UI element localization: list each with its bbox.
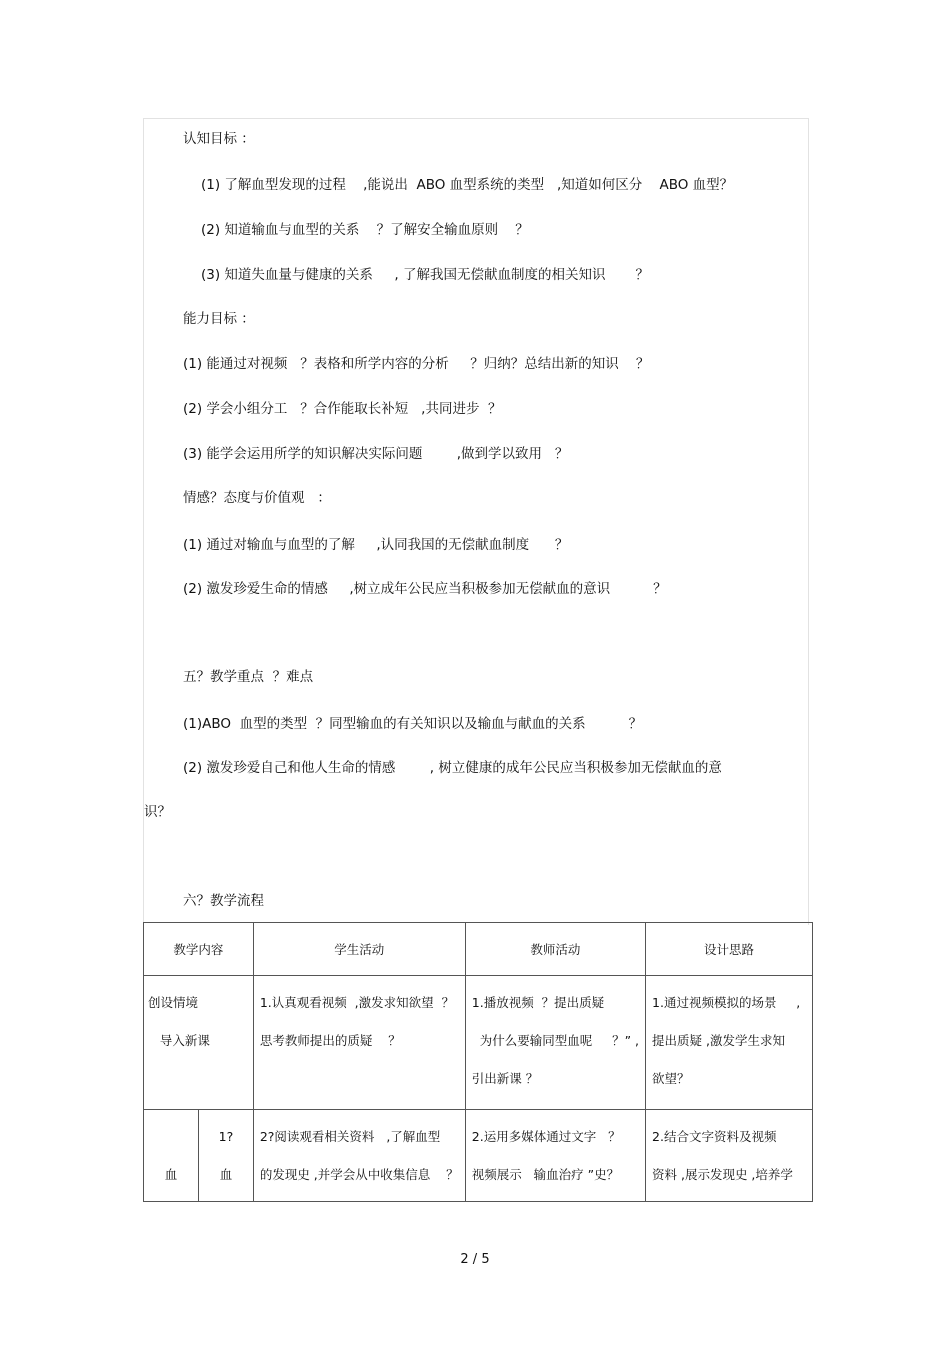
header-teacher-activity: 教师活动 bbox=[465, 923, 645, 976]
text-line: (3) 能学会运用所学的知识解决实际问题 ,做到学以致用 ？ bbox=[183, 446, 569, 462]
cell-teacher bbox=[465, 976, 645, 1110]
table-header-row bbox=[144, 923, 813, 976]
cell-line: 2.运用多媒体通过文字 ？ bbox=[471, 1129, 621, 1144]
cell-line: 视频展示 输血治疗 ”史？ bbox=[471, 1167, 620, 1182]
text-line: (2) 知道输血与血型的关系 ？了解安全输血原则 ？ bbox=[201, 222, 529, 238]
cell-line: 1.认真观看视频 ,激发求知欲望 ？ bbox=[259, 995, 455, 1010]
cell-line: 创设情境 bbox=[148, 995, 199, 1010]
text-line: (1) 了解血型发现的过程 ,能说出 ABO 血型系统的类型 ,知道如何区分 ABO 血型？ bbox=[201, 177, 734, 193]
cell-line: 引出新课 ？ bbox=[471, 1071, 539, 1086]
cell-line: 资料 ,展示发现史 ,培养学 bbox=[652, 1167, 793, 1182]
cell-content bbox=[144, 976, 254, 1110]
ability-goals-heading: 能力目标 ： bbox=[183, 311, 255, 327]
emotion-goals-heading: 情感？态度与价值观 ： bbox=[183, 490, 331, 506]
cell-subtopic bbox=[199, 1110, 254, 1202]
table-row bbox=[144, 1110, 813, 1202]
section-heading-key-points: 五？教学重点 ？难点 bbox=[183, 669, 314, 685]
header-content: 教学内容 bbox=[144, 923, 254, 976]
table-row bbox=[144, 976, 813, 1110]
header-design: 设计思路 bbox=[646, 923, 813, 976]
text-line: 识？ bbox=[144, 804, 171, 820]
cell-line: 思考教师提出的质疑 ？ bbox=[259, 1033, 401, 1048]
text-line: (3) 知道失血量与健康的关系 , 了解我国无偿献血制度的相关知识 ？ bbox=[201, 267, 649, 283]
cell-design bbox=[646, 976, 813, 1110]
cell-line: 血 bbox=[219, 1167, 233, 1182]
cell-line: 血 bbox=[164, 1167, 178, 1182]
text-line: (2) 激发珍爱自己和他人生命的情感 , 树立健康的成年公民应当积极参加无偿献血的意 bbox=[183, 760, 722, 776]
cell-line: 欲望？ bbox=[652, 1071, 690, 1086]
text-line: (2) 激发珍爱生命的情感 ,树立成年公民应当积极参加无偿献血的意识 ？ bbox=[183, 581, 667, 597]
cell-line: 导入新课 bbox=[148, 1033, 210, 1048]
cell-line: 1? bbox=[218, 1129, 234, 1144]
cell-line bbox=[150, 1118, 192, 1156]
cell-design bbox=[646, 1110, 813, 1202]
cell-topic bbox=[144, 1110, 199, 1202]
cell-line: 的发现史 ,并学会从中收集信息 ？ bbox=[259, 1167, 459, 1182]
cell-student bbox=[253, 1110, 465, 1202]
text-line: (1) 能通过对视频 ？表格和所学内容的分析 ？归纳？总结出新的知识 ？ bbox=[183, 356, 650, 372]
cell-line: 1.通过视频模拟的场景 , bbox=[652, 995, 801, 1010]
cell-line: 1.播放视频 ？提出质疑 bbox=[471, 995, 605, 1010]
section-heading-teaching-flow: 六？教学流程 bbox=[183, 893, 264, 909]
header-student-activity: 学生活动 bbox=[253, 923, 465, 976]
cell-line: 2?阅读观看相关资料 ,了解血型 bbox=[259, 1129, 441, 1144]
cell-line: 为什么要输同型血呢 ？” , bbox=[471, 1033, 640, 1048]
teaching-flow-table bbox=[143, 922, 813, 1202]
cell-student bbox=[253, 976, 465, 1110]
page-number: 2 / 5 bbox=[460, 1252, 490, 1267]
text-line: (2) 学会小组分工 ？合作能取长补短 ,共同进步 ？ bbox=[183, 401, 502, 417]
cell-line: 2.结合文字资料及视频 bbox=[652, 1129, 777, 1144]
content-frame bbox=[143, 118, 809, 925]
cell-line: 提出质疑 ,激发学生求知 bbox=[652, 1033, 785, 1048]
text-line: (1) 通过对输血与血型的了解 ,认同我国的无偿献血制度 ？ bbox=[183, 537, 569, 553]
cell-teacher bbox=[465, 1110, 645, 1202]
text-line: (1)ABO 血型的类型 ？同型输血的有关知识以及输血与献血的关系 ？ bbox=[183, 716, 643, 732]
cognitive-goals-heading: 认知目标 ： bbox=[183, 131, 255, 147]
